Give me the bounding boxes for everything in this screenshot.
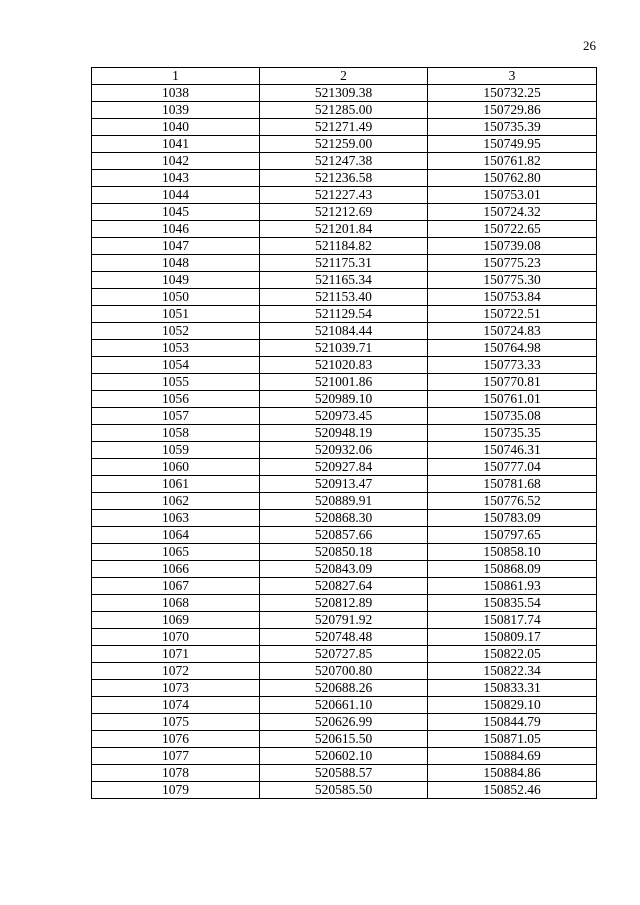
table-row [92,187,597,204]
table-cell-col-2: 521285.00 [260,102,428,119]
table-row [92,544,597,561]
table-cell-col-1: 1076 [92,731,260,748]
table-cell-col-3: 150722.51 [428,306,597,323]
table-cell-col-1: 1069 [92,612,260,629]
table-cell-col-1: 1046 [92,221,260,238]
table-cell-col-2: 521212.69 [260,204,428,221]
table-cell-col-3: 150835.54 [428,595,597,612]
table-cell-col-3: 150809.17 [428,629,597,646]
table-row [92,459,597,476]
table-cell-col-3: 150871.05 [428,731,597,748]
table-cell-col-3: 150753.84 [428,289,597,306]
table-cell-col-3: 150764.98 [428,340,597,357]
table-row [92,408,597,425]
table-row [92,561,597,578]
table-row [92,170,597,187]
table-cell-col-2: 520889.91 [260,493,428,510]
table-cell-col-2: 521271.49 [260,119,428,136]
table-row [92,323,597,340]
table-cell-col-2: 520791.92 [260,612,428,629]
table-row [92,391,597,408]
table-row [92,272,597,289]
table-cell-col-2: 520585.50 [260,782,428,799]
table-body [92,85,597,799]
table-cell-col-3: 150822.05 [428,646,597,663]
table-cell-col-2: 520913.47 [260,476,428,493]
table-cell-col-2: 521227.43 [260,187,428,204]
table-row [92,136,597,153]
table-cell-col-1: 1061 [92,476,260,493]
table-cell-col-2: 521201.84 [260,221,428,238]
table-cell-col-3: 150797.65 [428,527,597,544]
table-cell-col-3: 150852.46 [428,782,597,799]
table-cell-col-2: 521153.40 [260,289,428,306]
table-row [92,612,597,629]
table-row [92,731,597,748]
table-row [92,153,597,170]
table-row [92,204,597,221]
table-cell-col-2: 520850.18 [260,544,428,561]
table-cell-col-1: 1079 [92,782,260,799]
table-cell-col-2: 520615.50 [260,731,428,748]
page-number: 26 [583,38,596,53]
header-row [92,68,597,85]
table-cell-col-3: 150761.82 [428,153,597,170]
table-row [92,578,597,595]
table-cell-col-3: 150868.09 [428,561,597,578]
table-row [92,425,597,442]
table-cell-col-1: 1064 [92,527,260,544]
table-cell-col-1: 1050 [92,289,260,306]
table-cell-col-1: 1052 [92,323,260,340]
table-cell-col-3: 150884.69 [428,748,597,765]
table-row [92,340,597,357]
table-cell-col-3: 150770.81 [428,374,597,391]
table-cell-col-1: 1041 [92,136,260,153]
table-cell-col-1: 1039 [92,102,260,119]
table-row [92,357,597,374]
table-cell-col-3: 150822.34 [428,663,597,680]
table-row [92,714,597,731]
table-row [92,697,597,714]
table-cell-col-2: 520661.10 [260,697,428,714]
table-cell-col-3: 150817.74 [428,612,597,629]
table-row [92,102,597,119]
table-cell-col-2: 521309.38 [260,85,428,102]
table-cell-col-3: 150773.33 [428,357,597,374]
table-row [92,306,597,323]
table-cell-col-2: 521084.44 [260,323,428,340]
table-cell-col-1: 1072 [92,663,260,680]
table-cell-col-1: 1043 [92,170,260,187]
table-cell-col-3: 150775.23 [428,255,597,272]
table-cell-col-3: 150749.95 [428,136,597,153]
table-cell-col-3: 150775.30 [428,272,597,289]
table-cell-col-3: 150724.32 [428,204,597,221]
table-cell-col-2: 521236.58 [260,170,428,187]
table-cell-col-1: 1049 [92,272,260,289]
table-cell-col-1: 1057 [92,408,260,425]
table-row [92,85,597,102]
table-cell-col-1: 1070 [92,629,260,646]
table-cell-col-3: 150753.01 [428,187,597,204]
table-cell-col-1: 1055 [92,374,260,391]
table-cell-col-1: 1047 [92,238,260,255]
table-row [92,595,597,612]
table-cell-col-3: 150858.10 [428,544,597,561]
table-cell-col-2: 520932.06 [260,442,428,459]
table-cell-col-1: 1071 [92,646,260,663]
table-cell-col-1: 1038 [92,85,260,102]
table-cell-col-1: 1063 [92,510,260,527]
table-row [92,255,597,272]
table-row [92,493,597,510]
table-cell-col-2: 521001.86 [260,374,428,391]
table-cell-col-2: 520727.85 [260,646,428,663]
table-cell-col-3: 150739.08 [428,238,597,255]
table-cell-col-2: 520948.19 [260,425,428,442]
table-cell-col-3: 150781.68 [428,476,597,493]
table-cell-col-1: 1078 [92,765,260,782]
table-cell-col-1: 1042 [92,153,260,170]
table-cell-col-3: 150761.01 [428,391,597,408]
table-cell-col-3: 150844.79 [428,714,597,731]
table-cell-col-2: 520688.26 [260,680,428,697]
table-cell-col-2: 520588.57 [260,765,428,782]
table-cell-col-3: 150732.25 [428,85,597,102]
column-header-1: 1 [92,68,260,85]
table-cell-col-3: 150777.04 [428,459,597,476]
table-header [92,68,597,85]
table-row [92,663,597,680]
table-cell-col-3: 150776.52 [428,493,597,510]
table-row [92,680,597,697]
table-cell-col-2: 521184.82 [260,238,428,255]
table-cell-col-1: 1062 [92,493,260,510]
table-cell-col-1: 1075 [92,714,260,731]
table-cell-col-2: 520602.10 [260,748,428,765]
table-cell-col-2: 521165.34 [260,272,428,289]
table-cell-col-3: 150833.31 [428,680,597,697]
table-cell-col-3: 150861.93 [428,578,597,595]
table-cell-col-2: 520827.64 [260,578,428,595]
table-cell-col-3: 150735.39 [428,119,597,136]
table-cell-col-3: 150722.65 [428,221,597,238]
table-row [92,289,597,306]
table-cell-col-2: 521259.00 [260,136,428,153]
table-cell-col-1: 1066 [92,561,260,578]
table-cell-col-1: 1073 [92,680,260,697]
table-cell-col-1: 1059 [92,442,260,459]
table-cell-col-2: 520700.80 [260,663,428,680]
table-cell-col-2: 521129.54 [260,306,428,323]
table-cell-col-1: 1044 [92,187,260,204]
table-row [92,510,597,527]
table-cell-col-1: 1051 [92,306,260,323]
table-cell-col-2: 521039.71 [260,340,428,357]
table-cell-col-1: 1053 [92,340,260,357]
table-cell-col-3: 150735.35 [428,425,597,442]
table-cell-col-1: 1056 [92,391,260,408]
table-cell-col-2: 521247.38 [260,153,428,170]
column-header-3: 3 [428,68,597,85]
table-cell-col-2: 520973.45 [260,408,428,425]
table-cell-col-3: 150884.86 [428,765,597,782]
table-cell-col-1: 1077 [92,748,260,765]
table-cell-col-3: 150829.10 [428,697,597,714]
table-row [92,765,597,782]
table-cell-col-2: 520626.99 [260,714,428,731]
table-cell-col-3: 150724.83 [428,323,597,340]
table-cell-col-1: 1060 [92,459,260,476]
column-header-2: 2 [260,68,428,85]
table-cell-col-2: 520927.84 [260,459,428,476]
table-cell-col-2: 520843.09 [260,561,428,578]
table-cell-col-2: 521175.31 [260,255,428,272]
table-row [92,221,597,238]
table-cell-col-1: 1068 [92,595,260,612]
table-cell-col-3: 150783.09 [428,510,597,527]
table-cell-col-2: 521020.83 [260,357,428,374]
table-row [92,748,597,765]
table-cell-col-1: 1048 [92,255,260,272]
table-row [92,782,597,799]
table-cell-col-1: 1067 [92,578,260,595]
table-row [92,646,597,663]
table-cell-col-3: 150729.86 [428,102,597,119]
table-cell-col-2: 520868.30 [260,510,428,527]
table-row [92,476,597,493]
table-cell-col-3: 150735.08 [428,408,597,425]
coordinates-table [91,67,597,799]
table-cell-col-3: 150762.80 [428,170,597,187]
table-cell-col-2: 520989.10 [260,391,428,408]
table-cell-col-1: 1045 [92,204,260,221]
table-cell-col-1: 1074 [92,697,260,714]
table-row [92,374,597,391]
table-cell-col-1: 1058 [92,425,260,442]
table-row [92,238,597,255]
table-cell-col-2: 520748.48 [260,629,428,646]
table-cell-col-2: 520812.89 [260,595,428,612]
table-cell-col-1: 1040 [92,119,260,136]
table-row [92,629,597,646]
table-cell-col-1: 1065 [92,544,260,561]
table-row [92,442,597,459]
table-row [92,119,597,136]
table-cell-col-2: 520857.66 [260,527,428,544]
table-cell-col-1: 1054 [92,357,260,374]
table-cell-col-3: 150746.31 [428,442,597,459]
table-row [92,527,597,544]
